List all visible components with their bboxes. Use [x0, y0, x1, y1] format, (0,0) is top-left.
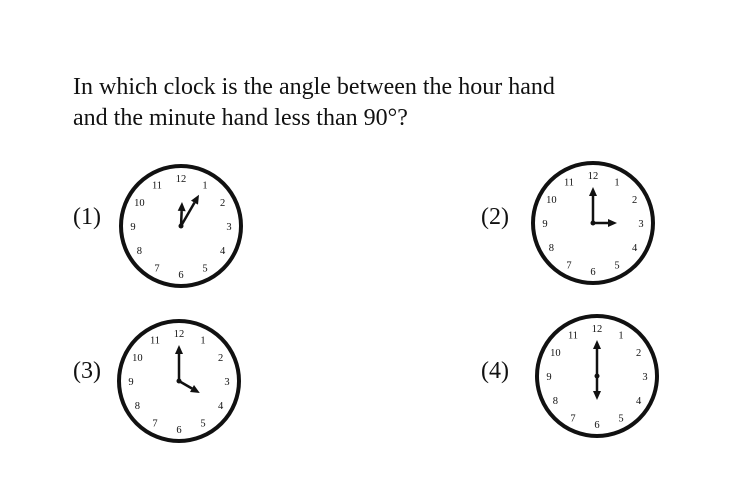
clock-center: [595, 374, 600, 379]
option-label-3[interactable]: (3): [73, 358, 101, 384]
clock-face: [118, 163, 244, 289]
dial-number: 1: [614, 177, 620, 189]
dial-number: 5: [200, 418, 206, 430]
dial-number: 9: [128, 377, 134, 388]
option-label-4[interactable]: (4): [481, 358, 509, 384]
dial-number: 7: [154, 263, 160, 275]
dial-number: 2: [219, 198, 226, 209]
dial-number: 2: [217, 353, 224, 364]
dial-number: 11: [151, 180, 163, 192]
dial-number: 7: [570, 413, 576, 425]
dial-number: 9: [542, 219, 548, 230]
clock-face: [534, 313, 660, 439]
clock-center: [177, 379, 182, 384]
dial-number: 7: [566, 260, 572, 272]
question-line-1: In which clock is the angle between the hour hand: [73, 74, 555, 100]
option-label-1[interactable]: (1): [73, 204, 101, 230]
dial-number: 5: [614, 260, 620, 272]
dial-number: 11: [149, 335, 161, 347]
dial-number: 12: [591, 324, 603, 335]
dial-number: 1: [618, 330, 624, 342]
dial-number: 10: [134, 198, 145, 209]
dial-number: 4: [635, 396, 642, 407]
option-label-2[interactable]: (2): [481, 204, 509, 230]
dial-number: 8: [552, 396, 559, 407]
dial-number: 12: [175, 174, 187, 185]
dial-number: 5: [618, 413, 624, 425]
dial-number: 11: [567, 330, 579, 342]
dial-number: 7: [152, 418, 158, 430]
dial-number: 8: [548, 243, 555, 254]
dial-number: 3: [224, 377, 230, 388]
clock-2[interactable]: [530, 160, 656, 286]
dial-number: 5: [202, 263, 208, 275]
dial-number: 12: [173, 329, 185, 340]
dial-number: 6: [178, 270, 184, 281]
dial-number: 10: [546, 195, 557, 206]
clock-face: [116, 318, 242, 444]
dial-number: 1: [200, 335, 206, 347]
dial-number: 4: [219, 246, 226, 257]
dial-number: 8: [136, 246, 143, 257]
dial-number: 10: [550, 348, 561, 359]
dial-number: 11: [563, 177, 575, 189]
clock-center: [179, 224, 184, 229]
dial-number: 9: [546, 372, 552, 383]
dial-number: 3: [226, 222, 232, 233]
clock-3[interactable]: [116, 318, 242, 444]
dial-number: 6: [176, 425, 182, 436]
question-line-2: and the minute hand less than 90°?: [73, 105, 408, 131]
dial-number: 10: [132, 353, 143, 364]
clock-1[interactable]: [118, 163, 244, 289]
dial-number: 2: [631, 195, 638, 206]
question-text: [73, 72, 693, 134]
dial-number: 3: [638, 219, 644, 230]
dial-number: 1: [202, 180, 208, 192]
dial-number: 6: [590, 267, 596, 278]
dial-number: 4: [217, 401, 224, 412]
dial-number: 2: [635, 348, 642, 359]
clock-center: [591, 221, 596, 226]
dial-number: 12: [587, 171, 599, 182]
clock-face: [530, 160, 656, 286]
dial-number: 6: [594, 420, 600, 431]
dial-number: 9: [130, 222, 136, 233]
dial-number: 3: [642, 372, 648, 383]
dial-number: 8: [134, 401, 141, 412]
dial-number: 4: [631, 243, 638, 254]
clock-4[interactable]: [534, 313, 660, 439]
